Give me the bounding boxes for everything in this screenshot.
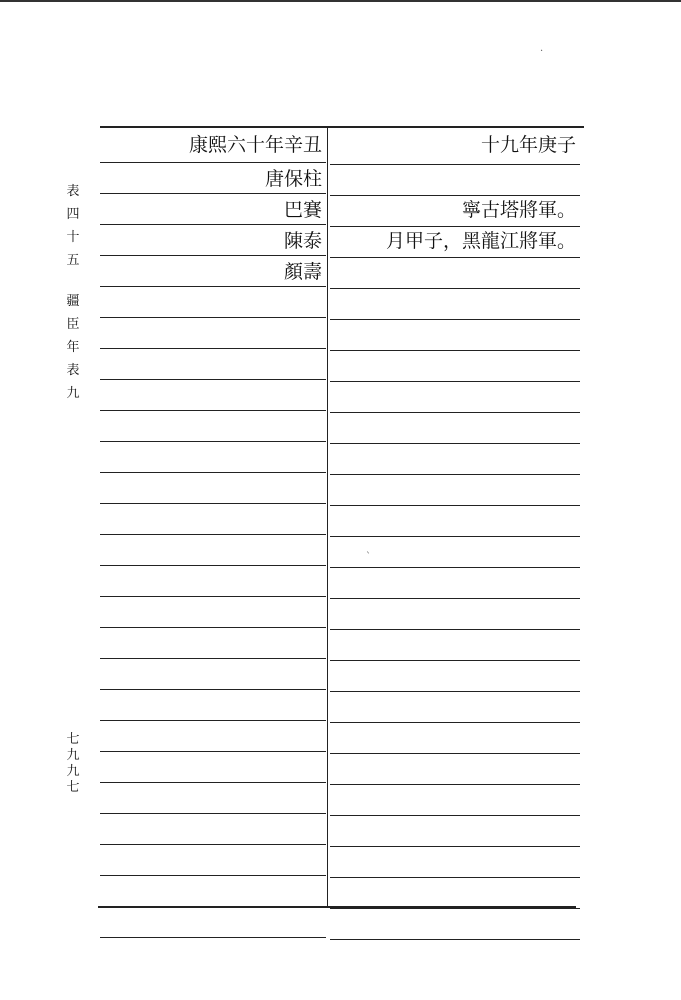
row-rule-left [100, 658, 326, 659]
row-rule-right [330, 815, 580, 816]
row-rule-left [100, 813, 326, 814]
row-rule-right [330, 722, 580, 723]
left-row-4: 陳泰 [283, 230, 322, 252]
row-rule-left [100, 751, 326, 752]
row-rule-right [330, 381, 580, 382]
row-rule-left [100, 503, 326, 504]
row-rule-right [330, 908, 580, 909]
left-row-5: 顏壽 [283, 261, 322, 283]
row-rule-left [100, 348, 326, 349]
row-rule-left [100, 317, 326, 318]
page-number-char: 九 [66, 748, 80, 763]
right-row-1: 十九年庚子 [480, 134, 576, 156]
page-number-char: 七 [66, 732, 80, 747]
row-rule-left [100, 596, 326, 597]
row-rule-left [100, 565, 326, 566]
row-rule-right [330, 474, 580, 475]
row-rule-left [100, 782, 326, 783]
row-rule-left [100, 627, 326, 628]
row-rule-right [330, 288, 580, 289]
row-rule-left [100, 534, 326, 535]
side-char: 臣 [66, 317, 80, 332]
row-rule-right [330, 691, 580, 692]
left-row-2: 唐保柱 [264, 168, 322, 190]
row-rule-right [330, 350, 580, 351]
row-rule-right [330, 319, 580, 320]
row-rule-right [330, 629, 580, 630]
page-number-char: 九 [66, 764, 80, 779]
right-row-4: 月甲子，黑龍江將軍。 [385, 230, 576, 252]
table-bottom-rule [98, 906, 576, 908]
row-rule-right [330, 567, 580, 568]
right-row-2 [332, 164, 576, 194]
row-rule-left [100, 937, 326, 938]
right-row-3: 寧古塔將軍。 [461, 199, 576, 221]
scan-speck: · [540, 46, 544, 57]
row-rule-right [330, 536, 580, 537]
row-rule-left [100, 844, 326, 845]
row-rule-left [100, 162, 326, 163]
page-number-char: 七 [66, 780, 80, 795]
side-char: 年 [66, 340, 80, 355]
row-rule-left [100, 379, 326, 380]
row-rule-right [330, 443, 580, 444]
side-char: 表 [66, 363, 80, 378]
row-rule-right [330, 877, 580, 878]
row-rule-right [330, 505, 580, 506]
row-rule-left [100, 441, 326, 442]
row-rule-left [100, 472, 326, 473]
row-rule-right [330, 660, 580, 661]
scan-speck: ` [366, 552, 371, 563]
side-char: 九 [66, 386, 80, 401]
side-char: 五 [66, 253, 80, 268]
row-rule-left [100, 875, 326, 876]
side-char: 四 [66, 207, 80, 222]
table-top-rule [100, 126, 584, 128]
row-rule-right [330, 598, 580, 599]
row-rule-right [330, 939, 580, 940]
side-char: 疆 [66, 294, 80, 309]
row-rule-right [330, 753, 580, 754]
column-divider [327, 126, 328, 906]
row-rule-left [100, 689, 326, 690]
row-rule-right [330, 784, 580, 785]
left-row-3: 巴賽 [283, 199, 322, 221]
row-rule-left [100, 410, 326, 411]
right-row-5 [332, 257, 576, 287]
left-row-1: 康熙六十年辛丑 [188, 134, 322, 156]
side-char: 表 [66, 184, 80, 199]
row-rule-left [100, 720, 326, 721]
side-char: 十 [66, 230, 80, 245]
row-rule-right [330, 846, 580, 847]
row-rule-right [330, 412, 580, 413]
